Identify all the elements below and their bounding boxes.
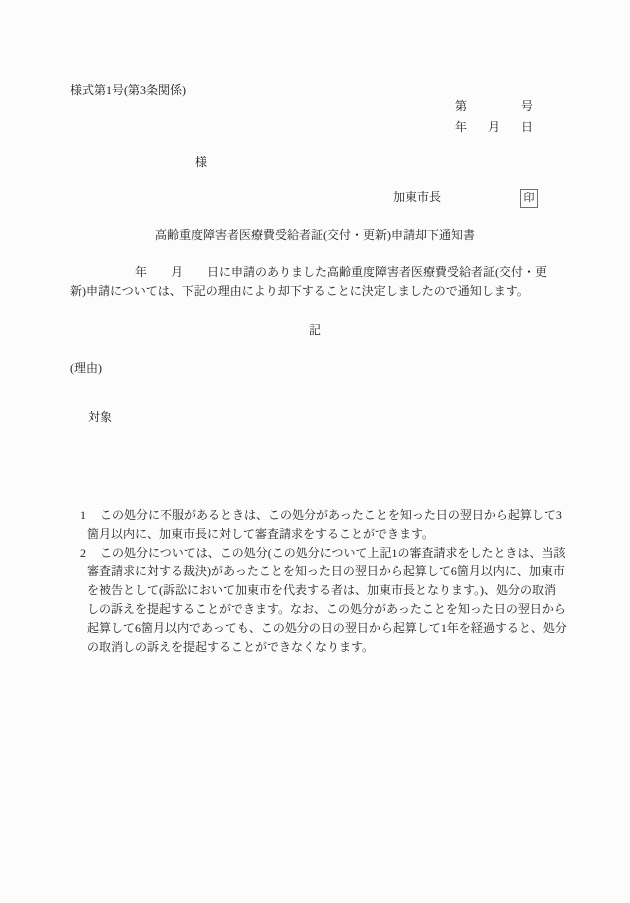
appeal-note-line (70, 506, 575, 525)
ki-marker: 記 (308, 323, 321, 337)
note-text: 箇月以内に、加東市長に対して審査請求をすることができます。 (87, 526, 435, 541)
addressee-honorific: 様 (195, 155, 208, 169)
date-year-label: 年 (455, 120, 468, 134)
reason-label: (理由) (70, 361, 102, 375)
appeal-note-line (70, 581, 575, 600)
appeal-note-line (70, 525, 575, 544)
seal-box (520, 189, 538, 208)
seal-mark: 印 (523, 192, 535, 204)
document-title: 高齢重度障害者医療費受給者証(交付・更新)申請却下通知書 (155, 228, 475, 242)
document-number-prefix: 第 (455, 99, 468, 113)
note-text: 審査請求に対する裁決)があったことを知った日の翌日から起算して6箇月以内に、加東市 (87, 564, 565, 579)
appeal-note-line (70, 619, 575, 638)
appeal-note-line (70, 562, 575, 581)
sender-title: 加東市長 (393, 190, 442, 204)
note-number: 1 (80, 508, 86, 522)
document-number-line (455, 99, 533, 113)
note-text: しの訴えを提起することができます。なお、この処分があったことを知った日の翌日から (87, 601, 566, 616)
appeal-note-line (70, 600, 575, 619)
date-month-label: 月 (487, 120, 500, 134)
form-number: 様式第1号(第3条関係) (70, 83, 186, 97)
note-number: 2 (80, 545, 86, 560)
appeal-note-line (70, 544, 575, 563)
date-line (455, 120, 533, 134)
document-number-suffix: 号 (520, 99, 533, 113)
target-label: 対象 (88, 410, 113, 424)
appeal-notes (70, 506, 575, 656)
appeal-note-line (70, 638, 575, 657)
note-text: この処分については、この処分(この処分について上記1の審査請求をしたときは、当該 (100, 545, 566, 560)
note-text: この処分に不服があるときは、この処分があったことを知った日の翌日から起算して3 (100, 508, 562, 522)
note-text: の取消しの訴えを提起することができなくなります。 (87, 639, 375, 654)
note-text: を被告として(訴訟において加東市を代表する者は、加東市長となります。)、処分の取消 (87, 583, 557, 598)
body-paragraph-line: 年 月 日に申請のありました高齢重度障害者医療費受給者証(交付・更 (135, 265, 547, 279)
date-day-label: 日 (520, 120, 533, 134)
body-paragraph-line: 新)申請については、下記の理由により却下することに決定しましたので通知します。 (70, 284, 529, 298)
note-text: 起算して6箇月以内であっても、この処分の日の翌日から起算して1年を経過すると、処分 (87, 620, 567, 635)
